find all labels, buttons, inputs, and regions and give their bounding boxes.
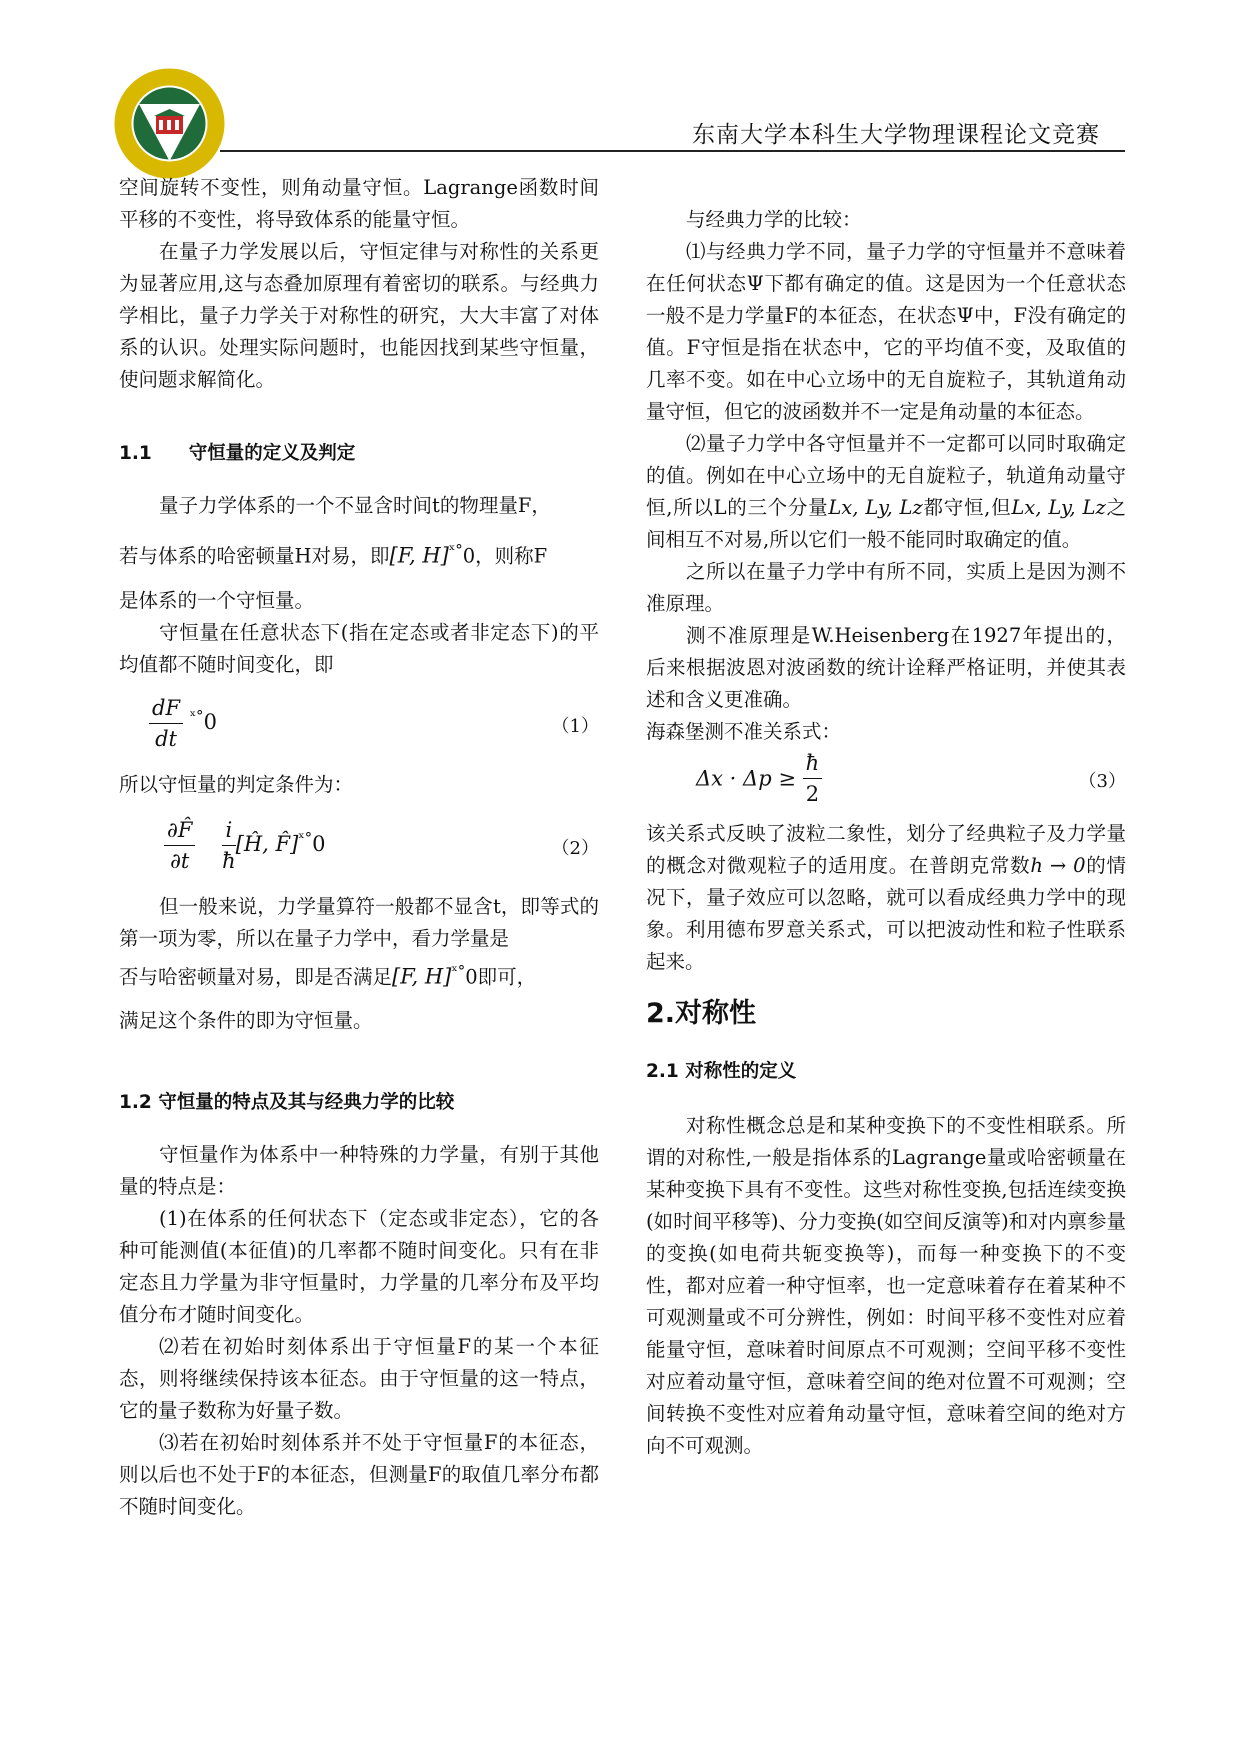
- equation-number: （2）: [551, 837, 599, 859]
- equation-3: Δx · Δp ≥ $\frac{ħ}{2}$ （3）: [646, 748, 1126, 818]
- paragraph: 守恒量在任意状态下(指在定态或者非定态下)的平均值都不随时间变化，即: [119, 620, 599, 676]
- paragraph: 是体系的一个守恒量。: [119, 588, 315, 612]
- paragraph: (1)在体系的任何状态下（定态或非定态），它的各种可能测值(本征值)的几率都不随时间变化。只有在非定态且力学量为非守恒量时，力学量的几率分布及平均值分布才随时间变化。: [119, 1207, 599, 1326]
- paragraph: 满足这个条件的即为守恒量。: [119, 1009, 373, 1032]
- paragraph: 在量子力学发展以后，守恒定律与对称性的关系更为显著应用,这与态叠加原理有着密切的联系。与经典力学相比，量子力学关于对称性的研究，大大丰富了对体系的认识。处理实际问题时，也能因找到某些守恒量，使问题求解简化。: [119, 240, 599, 391]
- paragraph: ⑵量子力学中各守恒量并不一定都可以同时取确定的值。例如在中心立场中的无自旋粒子，轨道角动量守恒,所以L的三个分量Lx, Ly, Lz都守恒,但Lx, Ly, Lz之间相互不对易,所以它们一般不能同时取确定的值。: [646, 432, 1126, 551]
- math-angular-momentum: Lx, Ly, Lz: [828, 496, 923, 519]
- section-heading-2-1: 2.1 对称性的定义: [646, 1061, 797, 1082]
- equation-number: （3）: [1078, 771, 1126, 792]
- paragraph: 空间旋转不变性，则角动量守恒。Lagrange函数时间平移的不变性，将导致体系的能量守恒。: [119, 176, 599, 231]
- left-column: [119, 172, 599, 1523]
- math-planck-limit: h → 0: [1030, 854, 1086, 877]
- right-column: [646, 204, 1126, 1462]
- section-heading-2: 2.对称性: [646, 998, 757, 1029]
- paragraph: 之所以在量子力学中有所不同，实质上是因为测不准原理。: [646, 560, 1126, 615]
- paragraph: 若与体系的哈密顿量H对易，即[F, H]$^{ˣ^\circ}$0，则称F: [119, 541, 548, 568]
- equation-2: $\frac{\partial F̂}{\partial t}$ $\frac{i}{ħ}$ [Ĥ, F̂]$^{ˣ^\circ}$0 （2）: [119, 815, 599, 885]
- paragraph: 该关系式反映了波粒二象性，划分了经典粒子及力学量的概念对微观粒子的适用度。在普朗克常数h → 0的情况下，量子效应可以忽略，就可以看成经典力学中的现象。利用德布罗意关系式，可以把波动性和粒子性联系起来。: [646, 822, 1126, 973]
- university-logo: [112, 66, 227, 181]
- section-heading-1-1: 1.1 守恒量的定义及判定: [119, 443, 356, 464]
- math-commutator: [F, H]: [389, 543, 449, 568]
- equation-number: （1）: [551, 715, 599, 737]
- paragraph: 对称性概念总是和某种变换下的不变性相联系。所谓的对称性,一般是指体系的Lagrange量或哈密顿量在某种变换下具有不变性。这些对称性变换,包括连续变换(如时间平移等)、分力变换(如空间反演等)和对内禀参量的变换(如电荷共轭变换等)，而每一种变换下的不变性，都对应着一种守恒率，也一定意味着存在着某种不可观测量或不可分辨性，例如：时间平移不变性对应着能量守恒，意味着时间原点不可观测；空间平移不变性对应着动量守恒，意味着空间的绝对位置不可观测；空间转换不变性对应着角动量守恒，意味着空间的绝对方向不可观测。: [646, 1114, 1126, 1457]
- paragraph: 测不准原理是W.Heisenberg在1927年提出的，后来根据波恩对波函数的统计诠释严格证明，并使其表述和含义更准确。: [646, 624, 1126, 711]
- paragraph: 量子力学体系的一个不显含时间t的物理量F，: [159, 494, 551, 517]
- math-angular-momentum: Lx, Ly, Lz: [1011, 496, 1106, 519]
- section-heading-1-2: 1.2 守恒量的特点及其与经典力学的比较: [119, 1092, 455, 1113]
- paragraph: 与经典力学的比较：: [686, 208, 862, 231]
- equation-1: $\frac{dF}{dt}$ $^{ˣ^\circ}$0 （1）: [119, 693, 599, 763]
- math-commutator: [F, H]: [392, 964, 452, 988]
- paragraph: 海森堡测不准关系式：: [646, 720, 842, 743]
- paragraph: 但一般来说，力学量算符一般都不显含t，即等式的第一项为零，所以在量子力学中，看力学量是: [119, 894, 599, 950]
- paragraph: 否与哈密顿量对易，即是否满足[F, H]$^{ˣ^\circ}$0即可，: [119, 961, 537, 988]
- paragraph: ⑵若在初始时刻体系出于守恒量F的某一个本征态，则将继续保持该本征态。由于守恒量的这一特点，它的量子数称为好量子数。: [119, 1335, 599, 1422]
- header-divider: [220, 150, 1125, 152]
- paragraph: ⑴与经典力学不同，量子力学的守恒量并不意味着在任何状态Ψ下都有确定的值。这是因为一个任意状态一般不是力学量F的本征态，在状态Ψ中，F没有确定的值。F守恒是指在状态中，它的平均值不变，及取值的几率不变。如在中心立场中的无自旋粒子，其轨道角动量守恒，但它的波函数并不一定是角动量的本征态。: [646, 240, 1126, 423]
- header-title: 东南大学本科生大学物理课程论文竞赛: [692, 122, 1100, 148]
- paragraph: 守恒量作为体系中一种特殊的力学量，有别于其他量的特点是：: [119, 1143, 599, 1198]
- paragraph: 所以守恒量的判定条件为：: [119, 772, 354, 796]
- paragraph: ⑶若在初始时刻体系并不处于守恒量F的本征态，则以后也不处于F的本征态，但测量F的取值几率分布都不随时间变化。: [119, 1431, 599, 1518]
